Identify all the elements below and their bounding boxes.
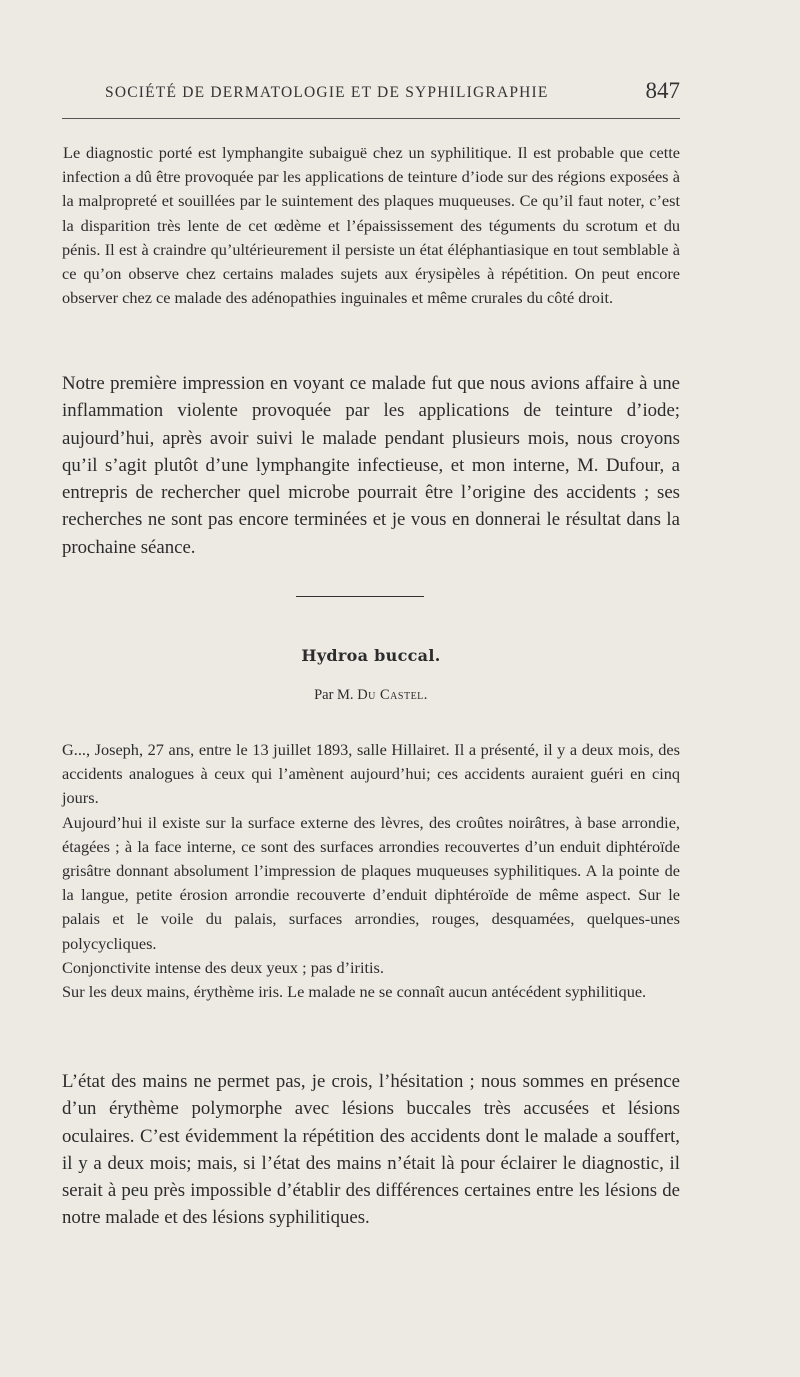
section-divider bbox=[296, 596, 424, 597]
paragraph-case-eyes: Conjonctivite intense des deux yeux ; pas d’iritis. bbox=[62, 957, 384, 977]
text-block-conclusion bbox=[62, 1068, 680, 1232]
paragraph-case-history: G..., Joseph, 27 ans, entre le 13 juillet 1893, salle Hillairet. Il a présenté, il y a deux mois, des accidents analogues à ceux qui l’amènent aujourd’hui; ces accidents auraient guéri en cinq jours. bbox=[62, 740, 680, 808]
section-title: Hydroa buccal. bbox=[301, 646, 441, 665]
byline-author: Du Castel. bbox=[357, 687, 428, 703]
byline-prefix: Par M. bbox=[314, 687, 354, 703]
text-block-diagnosis bbox=[62, 141, 680, 310]
text-block-impression bbox=[62, 370, 680, 561]
byline bbox=[62, 687, 680, 704]
running-header bbox=[62, 78, 680, 108]
paragraph-diagnosis: Le diagnostic porté est lymphangite subaiguë chez un syphilitique. Il est probable que cette infection a dû être provoquée par les applications de teinture d’iode sur des régions exposées à la malpropreté et souillées par le suintement des plaques muqueuses. Ce qu’il faut noter, c’est la disparition très lente de cet œdème et l’épaississement des téguments du scrotum et du pénis. Il est à craindre qu’ultérieurement il persiste un état éléphantiasique en tout semblable à ce qu’on observe chez certains malades sujets aux érysipèles à répétition. On peut encore observer chez ce malade des adénopathies inguinales et même crurales du côté droit. bbox=[62, 143, 680, 308]
page-number: 847 bbox=[645, 78, 680, 103]
text-block-case bbox=[62, 738, 680, 1004]
running-title: SOCIÉTÉ DE DERMATOLOGIE ET DE SYPHILIGRAPHIE bbox=[105, 84, 549, 101]
header-rule bbox=[62, 118, 680, 119]
paragraph-conclusion: L’état des mains ne permet pas, je crois, l’hésitation ; nous sommes en présence d’un érythème polymorphe avec lésions buccales très accusées et lésions oculaires. C’est évidemment la répétition des accidents dont le malade a souffert, il y a deux mois; mais, si l’état des mains n’était là pour éclairer le diagnostic, il serait à peu près impossible d’établir des différences certaines entre les lésions de notre malade et des lésions syphilitiques. bbox=[62, 1071, 680, 1229]
paragraph-case-findings: Aujourd’hui il existe sur la surface externe des lèvres, des croûtes noirâtres, à base arrondie, étagées ; à la face interne, ce sont des surfaces arrondies recouvertes d’un enduit diphtéroïde grisâtre donnant absolument l’impression de plaques muqueuses syphilitiques. A la pointe de la langue, petite érosion arrondie recouverte d’enduit diphtéroïde de même aspect. Sur le palais et le voile du palais, surfaces arrondies, rouges, desquamées, quelques-unes polycycliques. bbox=[62, 812, 680, 953]
paragraph-impression: Notre première impression en voyant ce malade fut que nous avions affaire à une inflammation violente provoquée par les applications de teinture d’iode; aujourd’hui, après avoir suivi le malade pendant plusieurs mois, nous croyons qu’il s’agit plutôt d’une lymphangite infectieuse, et mon interne, M. Dufour, a entrepris de rechercher quel microbe pourrait être l’origine des accidents ; ses recherches ne sont pas encore terminées et je vous en donnerai le résultat dans la prochaine séance. bbox=[62, 373, 680, 558]
paragraph-case-hands: Sur les deux mains, érythème iris. Le malade ne se connaît aucun antécédent syphilitique. bbox=[62, 982, 647, 1002]
